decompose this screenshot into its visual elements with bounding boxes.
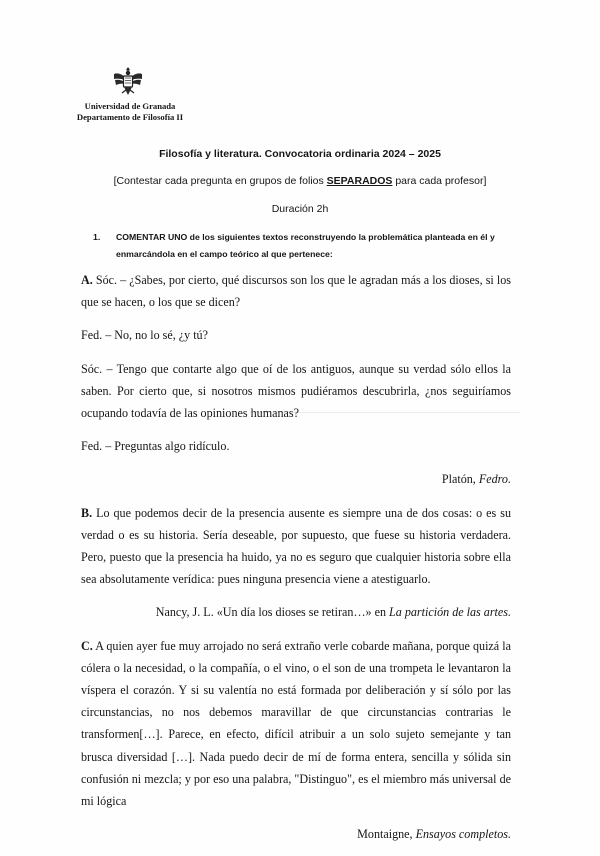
- text-c-citation-author: Montaigne,: [357, 827, 416, 842]
- text-c-citation: [81, 823, 511, 845]
- instructions-text-after: para cada profesor]: [392, 175, 487, 187]
- text-a-citation: [81, 468, 511, 490]
- exam-title: Filosofía y literatura. Convocatoria ordinaria 2024 – 2025: [159, 148, 441, 160]
- text-c-body: [81, 635, 511, 813]
- university-name: Universidad de Granada: [84, 101, 176, 111]
- text-a-line-1: [81, 269, 511, 313]
- institution-block: [70, 101, 190, 123]
- text-c-label: C.: [81, 638, 93, 653]
- text-a-citation-author: Platón,: [441, 472, 479, 487]
- exam-duration: Duración 2h: [271, 203, 329, 215]
- question-number: 1.: [93, 232, 101, 242]
- text-b-text: Lo que podemos decir de la presencia ausente es siempre una de dos cosas: o es su verdad o es su historia. Sería deseable, por supuesto, que fuese su historia verdadera. Pero, puesto que la presencia ha huido, ya no es seguro que cualquier historia sobre ella sea absolutamente verídica: pues ninguna presencia viene a atestiguarlo.: [81, 505, 511, 587]
- text-b-citation-work: La partición de las artes.: [389, 605, 511, 620]
- text-c-citation-work: Ensayos completos.: [415, 827, 511, 842]
- text-a-socrates-1: Sóc. – ¿Sabes, por cierto, qué discursos son los que le agradan más a los dioses, si los que se hacen, o los que se dicen?: [81, 273, 511, 310]
- instructions-emphasis: SEPARADOS: [326, 175, 393, 187]
- text-b-citation-author: Nancy, J. L. «Un día los dioses se retiran…» en: [155, 605, 390, 620]
- texts-section: [81, 269, 511, 856]
- text-b-body: [81, 502, 511, 591]
- exam-instructions: [0, 175, 600, 187]
- text-a-citation-work: Fedro.: [478, 472, 511, 487]
- question-text: COMENTAR UNO de los siguientes textos reconstruyendo la problemática planteada en él y enmarcándola en el campo teórico al que pertenece:: [116, 232, 495, 259]
- instructions-text-before: [Contestar cada pregunta en grupos de folios: [113, 175, 327, 187]
- text-b-citation: [81, 601, 511, 623]
- text-b-label: B.: [81, 505, 93, 520]
- text-a-line-3: Sóc. – Tengo que contarte algo que oí de los antiguos, aunque su verdad sólo ellos la saben. Por cierto que, si nosotros mismos pudiéramos descubrirla, ¿nos seguiríamos ocupando todavía de las opiniones humanas?: [81, 361, 511, 421]
- eagle-crest-icon: [111, 64, 145, 98]
- text-a-line-4: Fed. – Preguntas algo ridículo.: [81, 439, 230, 454]
- text-a-line-2: Fed. – No, no lo sé, ¿y tú?: [81, 328, 208, 343]
- university-crest-logo: [111, 64, 145, 98]
- question-1: [93, 229, 518, 263]
- text-c-text: A quien ayer fue muy arrojado no será extraño verle cobarde mañana, porque quizá la cólera o la necesidad, o la compañía, o el vino, o el son de una trompeta le levantaron la víspera el corazón. Y si su valentía no está formada por deliberación y sí sólo por las circunstancias, no nos debemos maravillar de que circunstancias contrarias le transformen[…]. Parece, en efecto, difícil atribuir a un solo sujeto semejante y tan brusca diversidad […]. Nada puedo decir de mí de forma entera, sencilla y sólida sin confusión ni mezcla; y por eso una palabra, "Distinguo", es el miembro más universal de mi lógica: [81, 638, 511, 809]
- text-a-label: A.: [81, 273, 93, 287]
- department-name: Departamento de Filosofía II: [76, 112, 184, 122]
